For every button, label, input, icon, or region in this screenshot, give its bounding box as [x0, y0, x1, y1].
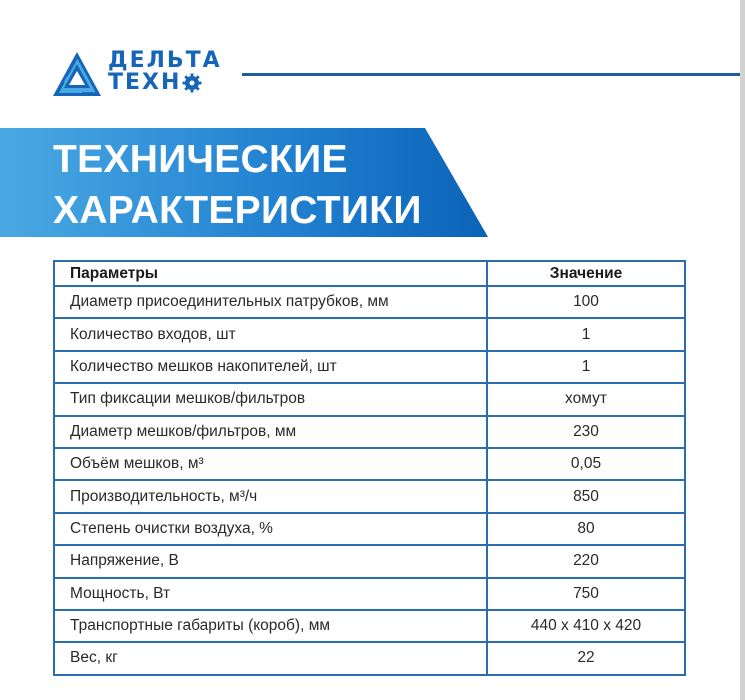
table-row: [54, 610, 685, 642]
table-row: [54, 480, 685, 512]
param-cell: Степень очистки воздуха, %: [54, 513, 487, 545]
logo-line-2: [108, 72, 222, 94]
page-title-line-1: ТЕХНИЧЕСКИЕ: [53, 138, 348, 181]
logo-line-1: ДЕЛЬТА: [108, 48, 222, 73]
table-row: [54, 318, 685, 350]
table-row: [54, 578, 685, 610]
value-cell: 100: [487, 286, 685, 318]
param-cell: Количество мешков накопителей, шт: [54, 351, 487, 383]
param-cell: Транспортные габариты (короб), мм: [54, 610, 487, 642]
param-cell: Производительность, м³/ч: [54, 480, 487, 512]
page-title-line-2: ХАРАКТЕРИСТИКИ: [53, 189, 422, 232]
value-cell: 220: [487, 545, 685, 577]
param-cell: Напряжение, В: [54, 545, 487, 577]
table-row: [54, 416, 685, 448]
column-header-value: Значение: [487, 261, 685, 286]
param-cell: Количество входов, шт: [54, 318, 487, 350]
param-cell: Объём мешков, м³: [54, 448, 487, 480]
triangle-logo-icon: [52, 51, 102, 97]
page-title: [53, 134, 422, 236]
table-row: [54, 513, 685, 545]
param-cell: Диаметр присоединительных патрубков, мм: [54, 286, 487, 318]
table-header-row: [54, 261, 685, 286]
page-edge: [740, 0, 745, 700]
value-cell: 750: [487, 578, 685, 610]
table-row: [54, 351, 685, 383]
gear-icon: [182, 73, 202, 93]
value-cell: хомут: [487, 383, 685, 415]
table-row: [54, 383, 685, 415]
param-cell: Мощность, Вт: [54, 578, 487, 610]
company-logo: [52, 50, 222, 100]
logo-line-2-text: ТЕХН: [108, 70, 182, 95]
param-cell: Вес, кг: [54, 642, 487, 674]
title-banner: [0, 128, 490, 237]
specifications-table: [53, 260, 686, 676]
value-cell: 80: [487, 513, 685, 545]
header-divider-line: [242, 73, 740, 76]
value-cell: 22: [487, 642, 685, 674]
table-row: [54, 448, 685, 480]
logo-text: [108, 50, 222, 94]
value-cell: 230: [487, 416, 685, 448]
value-cell: 850: [487, 480, 685, 512]
table-row: [54, 642, 685, 674]
value-cell: 440 x 410 x 420: [487, 610, 685, 642]
param-cell: Диаметр мешков/фильтров, мм: [54, 416, 487, 448]
value-cell: 1: [487, 351, 685, 383]
param-cell: Тип фиксации мешков/фильтров: [54, 383, 487, 415]
column-header-parameters: Параметры: [54, 261, 487, 286]
table-row: [54, 545, 685, 577]
value-cell: 1: [487, 318, 685, 350]
value-cell: 0,05: [487, 448, 685, 480]
table-row: [54, 286, 685, 318]
